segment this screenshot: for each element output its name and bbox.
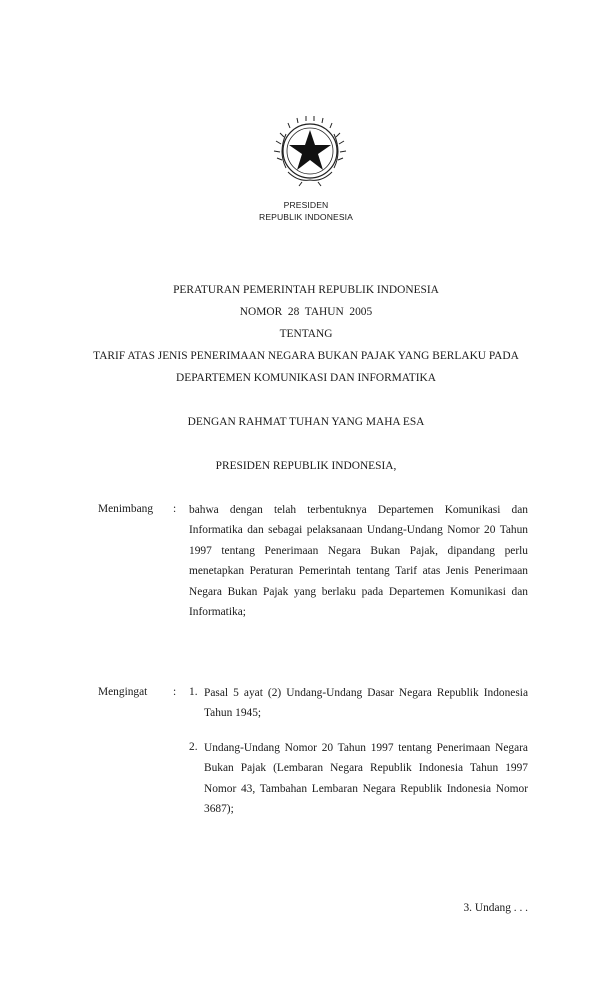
emblem-caption-presiden: PRESIDEN bbox=[283, 200, 329, 210]
regulation-subject-line2: DEPARTEMEN KOMUNIKASI DAN INFORMATIKA bbox=[176, 372, 436, 384]
mengingat-label: Mengingat bbox=[98, 686, 148, 698]
regulation-tentang: TENTANG bbox=[279, 328, 333, 340]
rahmat-heading: DENGAN RAHMAT TUHAN YANG MAHA ESA bbox=[187, 416, 425, 428]
regulation-title: PERATURAN PEMERINTAH REPUBLIK INDONESIA bbox=[173, 284, 439, 296]
menimbang-text: bahwa dengan telah terbentuknya Departemen Komunikasi dan Informatika dan sebagai pelaksanaan Undang-Undang Nomor 20 Tahun 1997 tentang Penerimaan Negara Bukan Pajak, dipandang perlu menetapkan Peraturan Pemerintah tentang Tarif atas Jenis Penerimaan Negara Bukan Pajak yang berlaku pada Departemen Komunikasi dan Informatika; bbox=[189, 504, 528, 619]
mengingat-item-number: 2. bbox=[189, 741, 198, 753]
emblem-caption-republik: REPUBLIK INDONESIA bbox=[259, 212, 353, 222]
mengingat-colon: : bbox=[173, 686, 177, 698]
menimbang-colon: : bbox=[173, 503, 177, 515]
regulation-number: NOMOR 28 TAHUN 2005 bbox=[239, 306, 373, 318]
mengingat-item-text: Undang-Undang Nomor 20 Tahun 1997 tentang Penerimaan Negara Bukan Pajak (Lembaran Negara Republik Indonesia Tahun 1997 Nomor 43, Tambahan Lembaran Negara Republik Indonesia Nomor 3687); bbox=[204, 742, 528, 816]
regulation-subject-line1: TARIF ATAS JENIS PENERIMAAN NEGARA BUKAN PAJAK YANG BERLAKU PADA bbox=[93, 350, 519, 362]
menimbang-label: Menimbang bbox=[98, 503, 154, 515]
presiden-heading: PRESIDEN REPUBLIK INDONESIA, bbox=[215, 460, 397, 472]
next-page-indicator: 3. Undang . . . bbox=[463, 902, 528, 914]
mengingat-item-text: Pasal 5 ayat (2) Undang-Undang Dasar Negara Republik Indonesia Tahun 1945; bbox=[204, 687, 528, 720]
garuda-star-emblem-icon bbox=[268, 110, 352, 192]
mengingat-item-number: 1. bbox=[189, 686, 198, 698]
